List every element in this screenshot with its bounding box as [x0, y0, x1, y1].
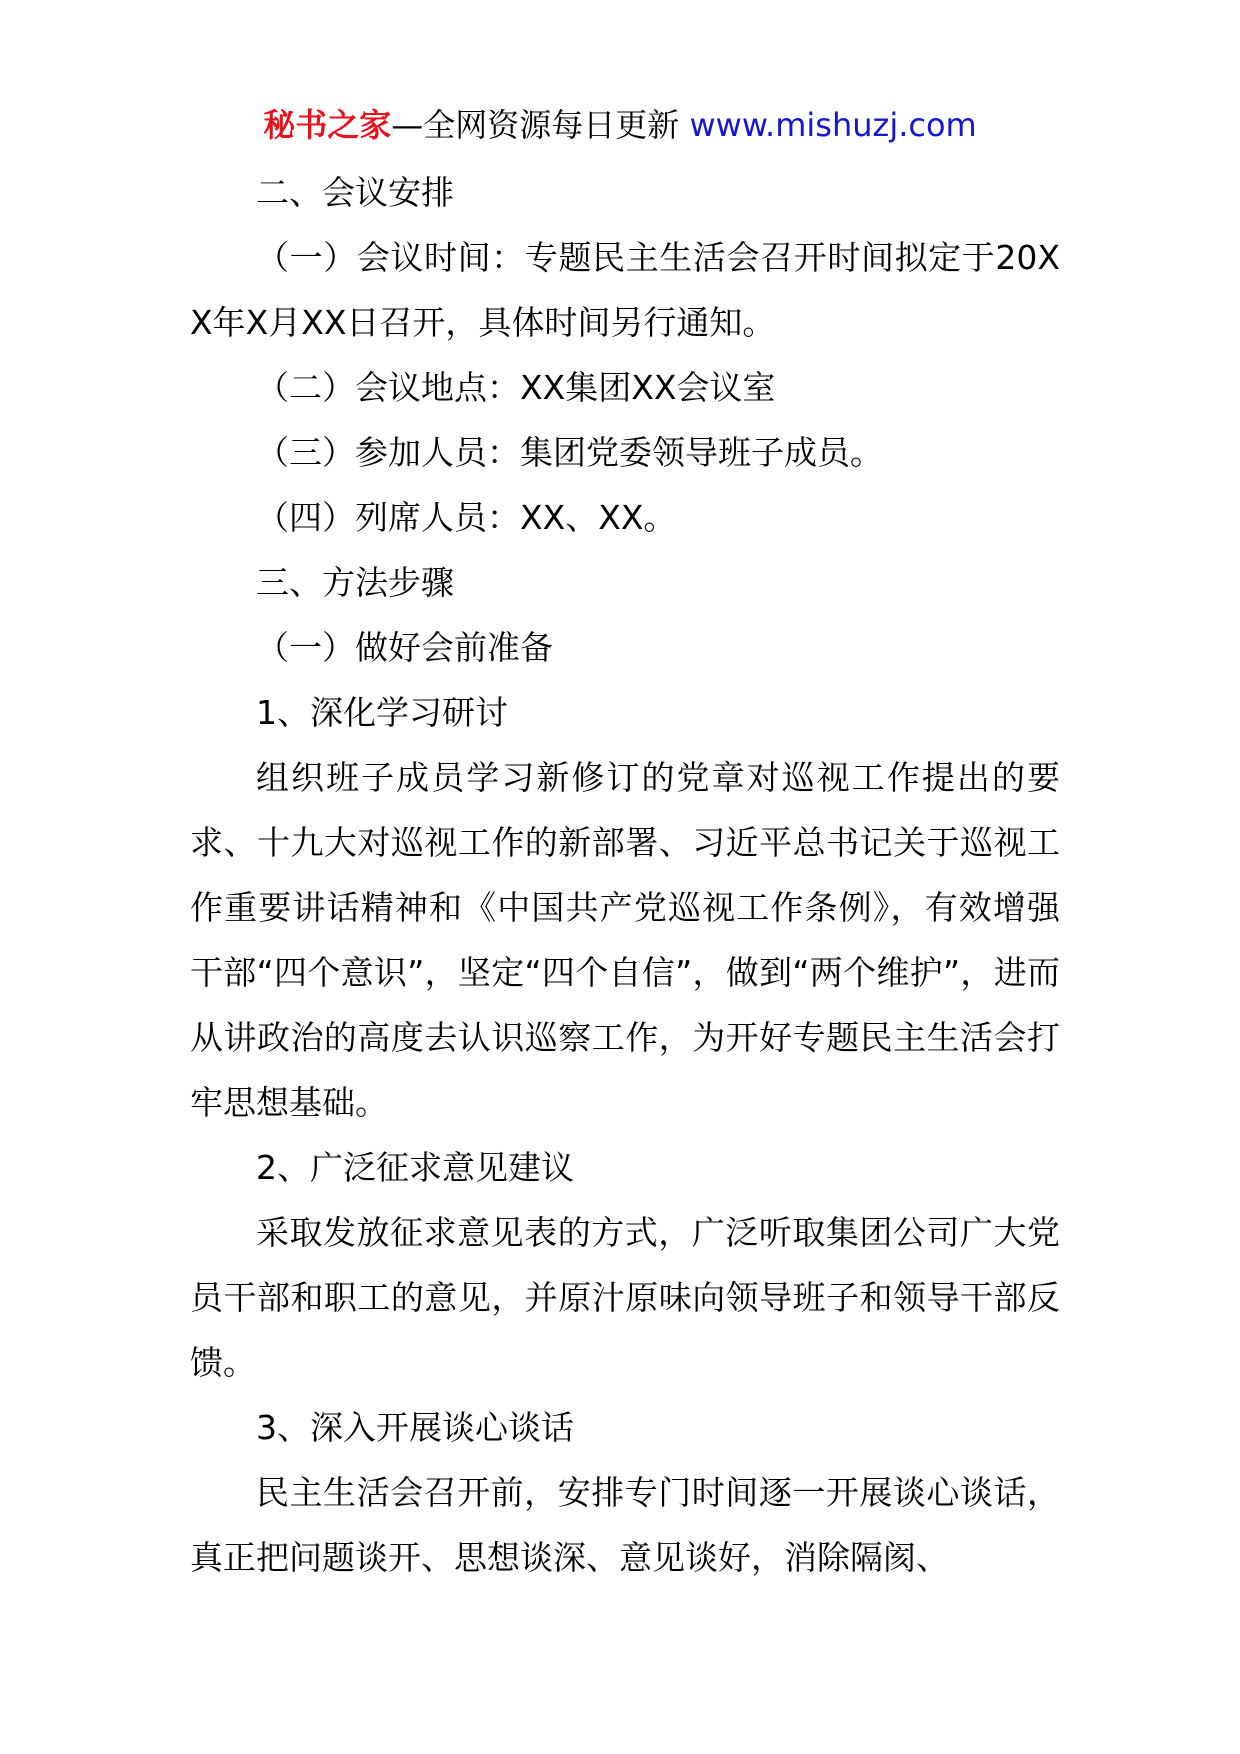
item-heading-talks: 3、深入开展谈心谈话 — [256, 1408, 574, 1447]
study-paragraph: 组织班子成员学习新修订的党章对巡视工作提出的要求、十九大对巡视工作的新部署、习近平总书记关于巡视工作重要讲话精神和《中国共产党巡视工作条例》，有效增强干部“四个意识”，坚定“四个自信”，做到“两个维护”，进而从讲政治的高度去认识巡察工作，为开好专题民主生活会打牢思想基础。 — [190, 758, 1060, 1122]
meeting-location-paragraph: （二）会议地点：XX集团XX会议室 — [256, 368, 776, 407]
talks-paragraph: 民主生活会召开前，安排专门时间逐一开展谈心谈话，真正把问题谈开、思想谈深、意见谈好，消除隔阂、 — [190, 1473, 1060, 1577]
header-tagline: —全网资源每日更新 — [391, 106, 690, 144]
document-body — [190, 160, 1060, 1590]
site-url-link[interactable]: www.mishuzj.com — [689, 106, 977, 144]
item-heading-study: 1、深化学习研讨 — [256, 693, 508, 732]
site-header — [0, 101, 1240, 149]
opinions-paragraph: 采取发放征求意见表的方式，广泛听取集团公司广大党员干部和职工的意见，并原汁原味向领导班子和领导干部反馈。 — [190, 1213, 1060, 1382]
brand-name: 秘书之家 — [263, 106, 392, 144]
subsection-heading-preparation: （一）做好会前准备 — [256, 628, 553, 667]
section-heading-meeting-arrangement: 二、会议安排 — [256, 173, 454, 212]
section-heading-method-steps: 三、方法步骤 — [256, 563, 454, 602]
item-heading-opinions: 2、广泛征求意见建议 — [256, 1148, 574, 1187]
meeting-time-paragraph: （一）会议时间：专题民主生活会召开时间拟定于20XX年X月XX日召开，具体时间另行通知。 — [190, 238, 1060, 342]
participants-paragraph: （三）参加人员：集团党委领导班子成员。 — [256, 433, 883, 472]
attendees-paragraph: （四）列席人员：XX、XX。 — [256, 498, 677, 537]
